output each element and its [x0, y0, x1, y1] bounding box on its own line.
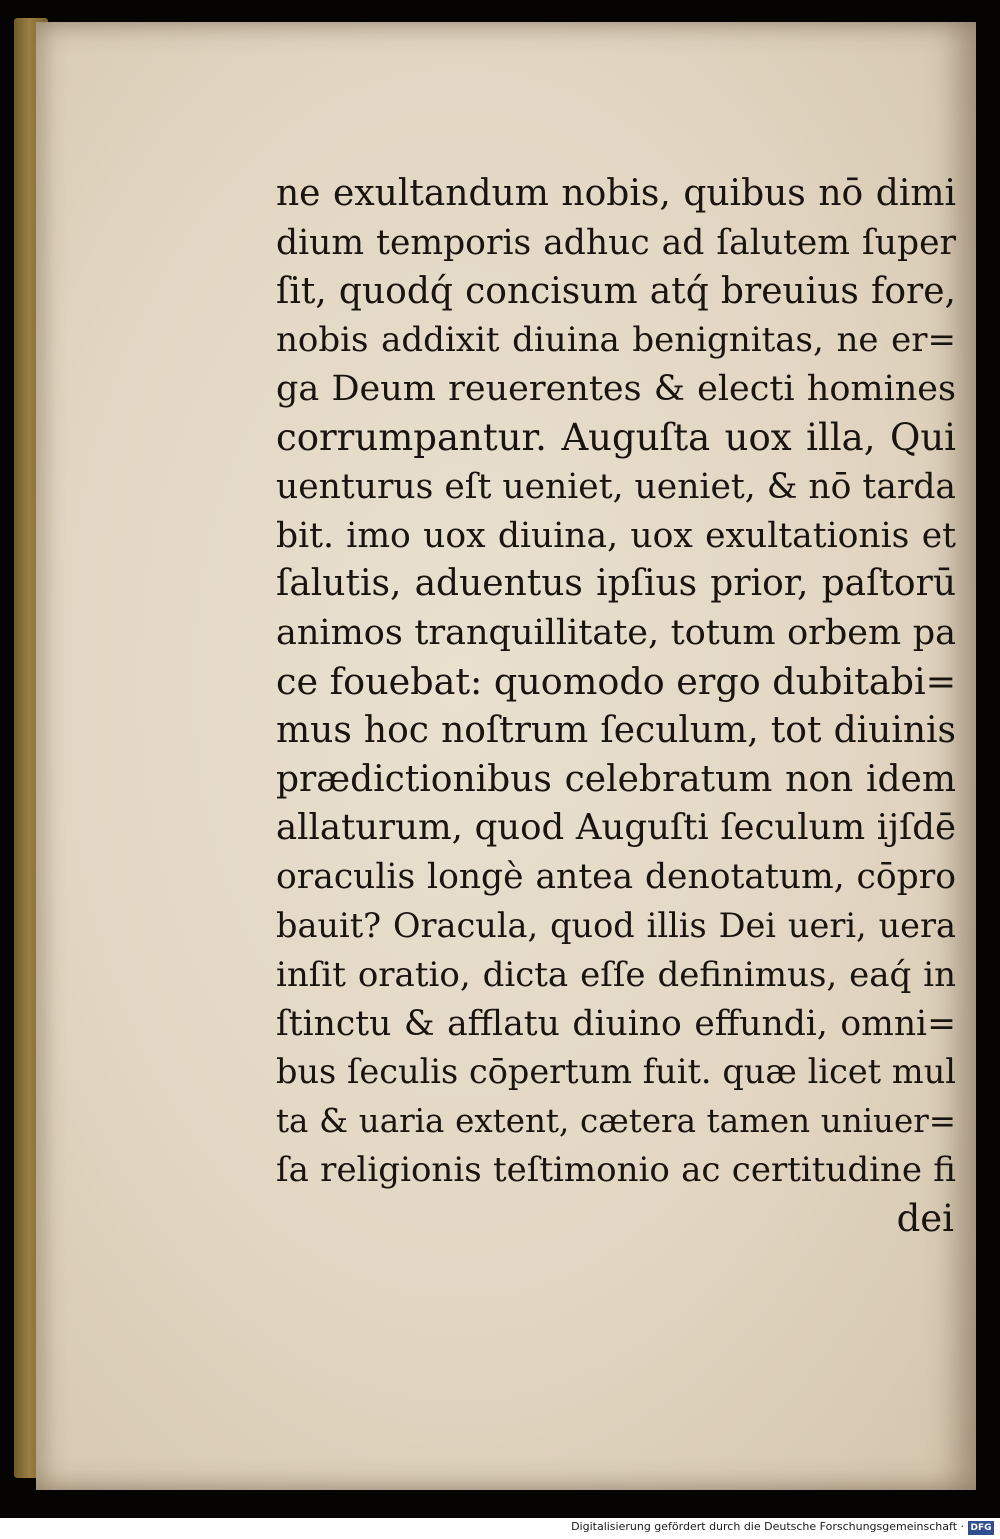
text-line-2: dium temporis adhuc ad ſalutem ſuper [276, 222, 956, 263]
text-line-15: oraculis longè antea denotatum, cōpro [276, 857, 956, 898]
text-line-5: ga Deum reuerentes & electi homines [276, 369, 956, 410]
text-line-7: uenturus eſt ueniet, ueniet, & nō tarda [276, 466, 956, 507]
book-page [36, 22, 976, 1490]
text-line-8: bit. imo uox diuina, uox exultationis et [276, 515, 956, 556]
text-line-4: nobis addixit diuina benignitas, ne er= [276, 320, 956, 361]
text-line-9: ſalutis, aduentus ipſius prior, paſtorū [276, 563, 956, 605]
text-line-12: mus hoc noſtrum ſeculum, tot diuinis [276, 709, 956, 751]
text-line-13: prædictionibus celebratum non idem [276, 758, 956, 800]
page-text-block [276, 170, 956, 1244]
text-line-14: allaturum, quod Auguſti ſeculum ijſdē [276, 807, 956, 849]
text-line-1: ne exultandum nobis, quibus nō dimi [276, 173, 956, 214]
funding-credit: Digitalisierung gefördert durch die Deutsche Forschungsgemeinschaft · [571, 1520, 964, 1533]
text-line-20: ta & uaria extent, cætera tamen uniuer= [276, 1102, 956, 1141]
catchword: dei [896, 1196, 954, 1240]
digitization-footer [0, 1518, 1000, 1539]
dfg-logo-icon: DFG [968, 1521, 994, 1535]
text-line-18: ſtinctu & afflatu diuino effundi, omni= [276, 1003, 956, 1044]
text-line-3: ſit, quodq́ concisum atq́ breuius fore, [276, 270, 956, 312]
text-line-6: corrumpantur. Auguſta uox illa, Qui [276, 415, 956, 459]
text-line-11: ce fouebat: quomodo ergo dubitabi= [276, 659, 957, 703]
text-line-19: bus ſeculis cōpertum fuit. quæ licet mul [276, 1052, 956, 1092]
text-line-16: bauit? Oracula, quod illis Dei ueri, uera [276, 905, 956, 945]
text-line-17: inſit oratio, dicta eſſe definimus, eaq́ in [276, 954, 956, 995]
text-line-10: animos tranquillitate, totum orbem pa [276, 613, 956, 654]
text-line-21: ſa religionis teſtimonio ac certitudine fi [276, 1149, 956, 1190]
